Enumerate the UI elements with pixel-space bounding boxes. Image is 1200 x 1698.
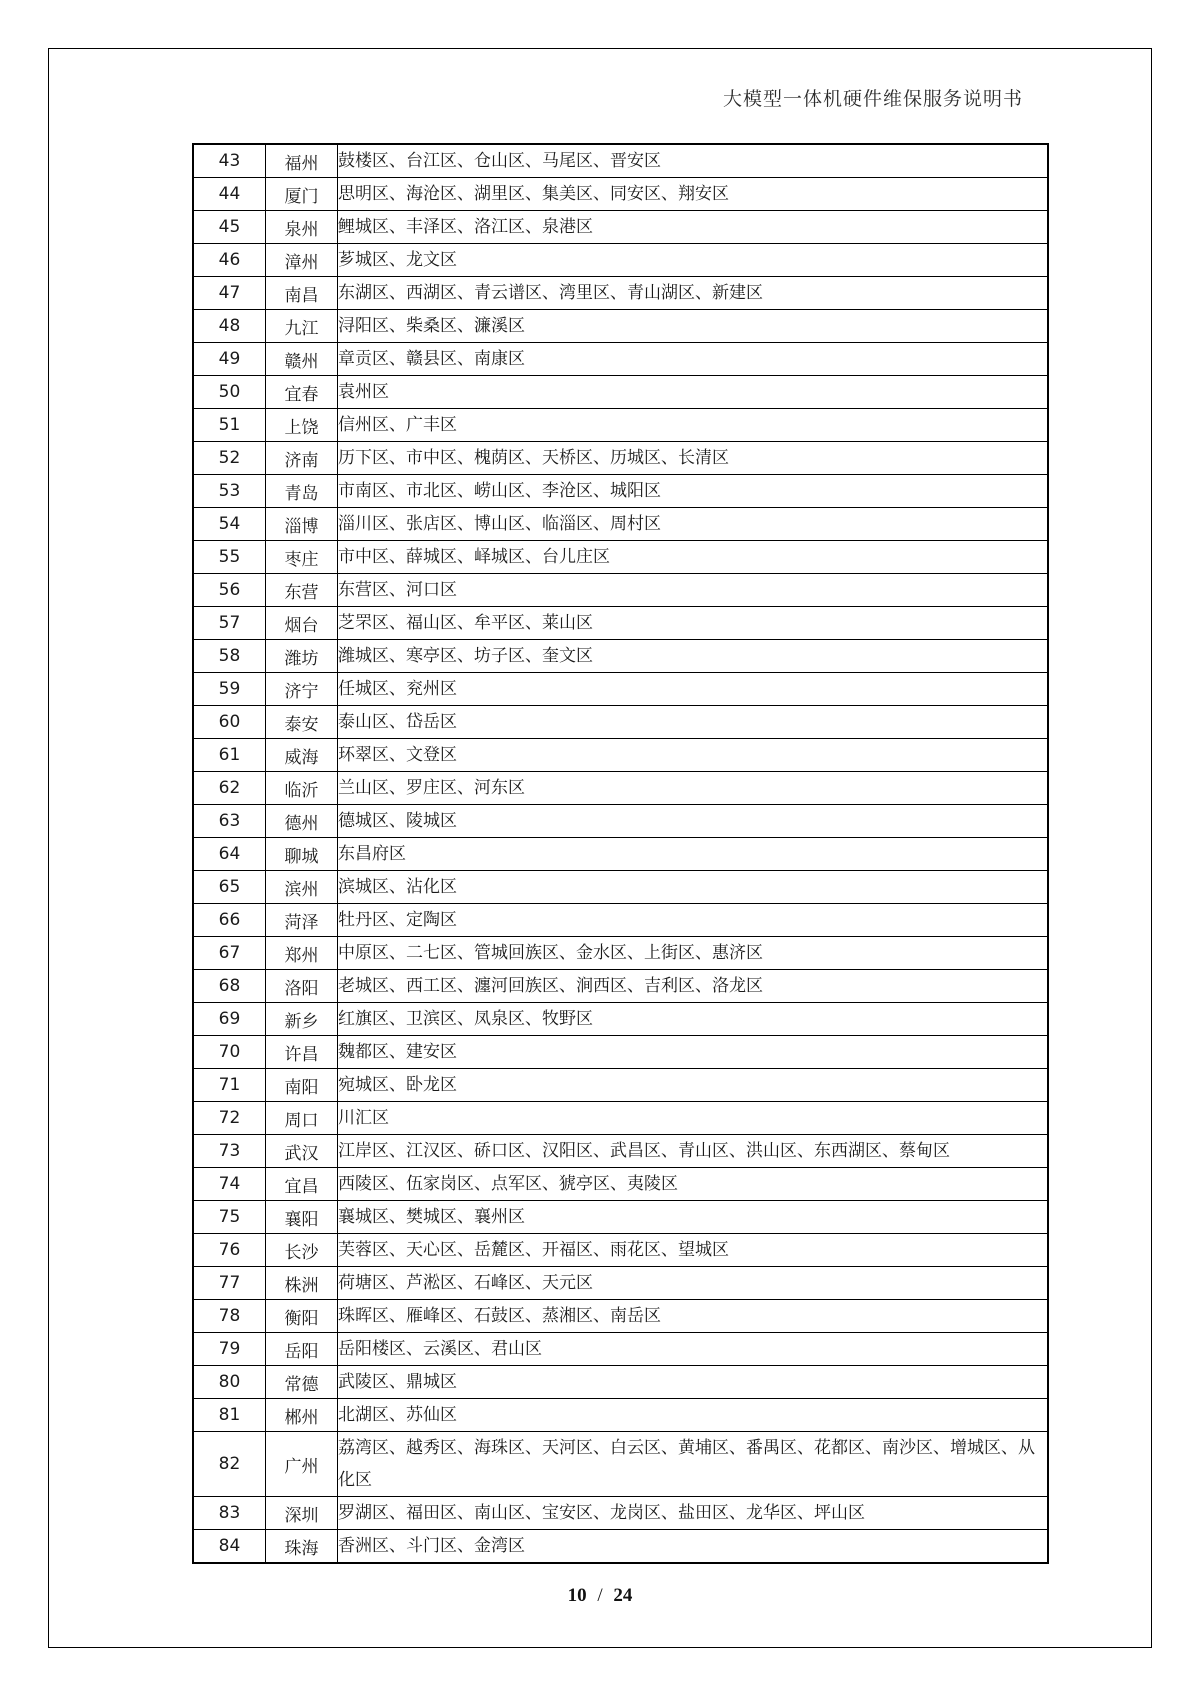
row-number-cell: 58: [193, 640, 266, 673]
row-number-cell: 79: [193, 1333, 266, 1366]
row-number-cell: 81: [193, 1399, 266, 1432]
districts-cell: 珠晖区、雁峰区、石鼓区、蒸湘区、南岳区: [338, 1300, 1049, 1333]
districts-cell: 任城区、兖州区: [338, 673, 1049, 706]
districts-cell: 潍城区、寒亭区、坊子区、奎文区: [338, 640, 1049, 673]
row-number-cell: 78: [193, 1300, 266, 1333]
city-cell: 武汉: [266, 1135, 338, 1168]
city-cell: 洛阳: [266, 970, 338, 1003]
table-row: [193, 310, 1048, 343]
city-cell: 济南: [266, 442, 338, 475]
districts-cell: 环翠区、文登区: [338, 739, 1049, 772]
row-number-cell: 57: [193, 607, 266, 640]
districts-cell: 香洲区、斗门区、金湾区: [338, 1530, 1049, 1564]
city-cell: 南昌: [266, 277, 338, 310]
city-cell: 厦门: [266, 178, 338, 211]
table-row: [193, 409, 1048, 442]
page-number-separator: /: [597, 1585, 603, 1606]
city-cell: 临沂: [266, 772, 338, 805]
districts-cell: 芙蓉区、天心区、岳麓区、开福区、雨花区、望城区: [338, 1234, 1049, 1267]
city-cell: 岳阳: [266, 1333, 338, 1366]
city-cell: 泉州: [266, 211, 338, 244]
city-cell: 长沙: [266, 1234, 338, 1267]
city-cell: 赣州: [266, 343, 338, 376]
table-row: [193, 343, 1048, 376]
row-number-cell: 73: [193, 1135, 266, 1168]
city-cell: 宜昌: [266, 1168, 338, 1201]
table-row: [193, 640, 1048, 673]
table-row: [193, 1300, 1048, 1333]
city-cell: 上饶: [266, 409, 338, 442]
table-row: [193, 541, 1048, 574]
row-number-cell: 49: [193, 343, 266, 376]
table-row: [193, 1036, 1048, 1069]
row-number-cell: 55: [193, 541, 266, 574]
districts-cell: 芗城区、龙文区: [338, 244, 1049, 277]
districts-cell: 岳阳楼区、云溪区、君山区: [338, 1333, 1049, 1366]
table-row: [193, 442, 1048, 475]
districts-cell: 袁州区: [338, 376, 1049, 409]
row-number-cell: 52: [193, 442, 266, 475]
city-cell: 德州: [266, 805, 338, 838]
districts-cell: 北湖区、苏仙区: [338, 1399, 1049, 1432]
table-row: [193, 1530, 1048, 1564]
districts-cell: 魏都区、建安区: [338, 1036, 1049, 1069]
table-row: [193, 673, 1048, 706]
table-row: [193, 508, 1048, 541]
row-number-cell: 64: [193, 838, 266, 871]
districts-cell: 芝罘区、福山区、牟平区、莱山区: [338, 607, 1049, 640]
city-cell: 聊城: [266, 838, 338, 871]
row-number-cell: 45: [193, 211, 266, 244]
districts-cell: 兰山区、罗庄区、河东区: [338, 772, 1049, 805]
row-number-cell: 43: [193, 144, 266, 178]
city-cell: 漳州: [266, 244, 338, 277]
city-cell: 枣庄: [266, 541, 338, 574]
city-cell: 广州: [266, 1432, 338, 1497]
districts-cell: 西陵区、伍家岗区、点军区、猇亭区、夷陵区: [338, 1168, 1049, 1201]
row-number-cell: 63: [193, 805, 266, 838]
table-row: [193, 904, 1048, 937]
city-cell: 周口: [266, 1102, 338, 1135]
table-row: [193, 1003, 1048, 1036]
table-row: [193, 607, 1048, 640]
row-number-cell: 48: [193, 310, 266, 343]
row-number-cell: 50: [193, 376, 266, 409]
city-cell: 东营: [266, 574, 338, 607]
districts-cell: 德城区、陵城区: [338, 805, 1049, 838]
districts-cell: 宛城区、卧龙区: [338, 1069, 1049, 1102]
districts-cell: 市南区、市北区、崂山区、李沧区、城阳区: [338, 475, 1049, 508]
row-number-cell: 76: [193, 1234, 266, 1267]
districts-cell: 鲤城区、丰泽区、洛江区、泉港区: [338, 211, 1049, 244]
districts-cell: 牡丹区、定陶区: [338, 904, 1049, 937]
city-cell: 济宁: [266, 673, 338, 706]
row-number-cell: 47: [193, 277, 266, 310]
city-district-table: [192, 143, 1049, 1564]
table-row: [193, 1201, 1048, 1234]
districts-cell: 襄城区、樊城区、襄州区: [338, 1201, 1049, 1234]
city-cell: 九江: [266, 310, 338, 343]
districts-cell: 滨城区、沾化区: [338, 871, 1049, 904]
row-number-cell: 44: [193, 178, 266, 211]
table-row: [193, 475, 1048, 508]
total-page-count: 24: [613, 1585, 633, 1606]
city-cell: 青岛: [266, 475, 338, 508]
city-cell: 泰安: [266, 706, 338, 739]
districts-cell: 东湖区、西湖区、青云谱区、湾里区、青山湖区、新建区: [338, 277, 1049, 310]
city-cell: 福州: [266, 144, 338, 178]
districts-cell: 思明区、海沧区、湖里区、集美区、同安区、翔安区: [338, 178, 1049, 211]
row-number-cell: 66: [193, 904, 266, 937]
table-row: [193, 706, 1048, 739]
city-cell: 株洲: [266, 1267, 338, 1300]
districts-cell: 浔阳区、柴桑区、濂溪区: [338, 310, 1049, 343]
districts-cell: 中原区、二七区、管城回族区、金水区、上街区、惠济区: [338, 937, 1049, 970]
table-row: [193, 937, 1048, 970]
table-row: [193, 739, 1048, 772]
page-footer: [0, 1585, 1200, 1607]
row-number-cell: 74: [193, 1168, 266, 1201]
districts-cell: 红旗区、卫滨区、凤泉区、牧野区: [338, 1003, 1049, 1036]
table-row: [193, 1102, 1048, 1135]
table-row: [193, 1399, 1048, 1432]
row-number-cell: 82: [193, 1432, 266, 1497]
row-number-cell: 60: [193, 706, 266, 739]
districts-cell: 川汇区: [338, 1102, 1049, 1135]
table-row: [193, 1234, 1048, 1267]
city-cell: 潍坊: [266, 640, 338, 673]
table-row: [193, 838, 1048, 871]
table-row: [193, 1333, 1048, 1366]
row-number-cell: 68: [193, 970, 266, 1003]
current-page-number: 10: [567, 1585, 587, 1606]
table-row: [193, 1135, 1048, 1168]
city-cell: 常德: [266, 1366, 338, 1399]
city-cell: 许昌: [266, 1036, 338, 1069]
city-cell: 郑州: [266, 937, 338, 970]
row-number-cell: 56: [193, 574, 266, 607]
city-cell: 烟台: [266, 607, 338, 640]
row-number-cell: 72: [193, 1102, 266, 1135]
districts-cell: 东营区、河口区: [338, 574, 1049, 607]
row-number-cell: 46: [193, 244, 266, 277]
table-row: [193, 772, 1048, 805]
table-row: [193, 871, 1048, 904]
document-header-title: 大模型一体机硬件维保服务说明书: [722, 89, 1023, 110]
table-row: [193, 244, 1048, 277]
table-row: [193, 1432, 1048, 1497]
city-cell: 珠海: [266, 1530, 338, 1564]
districts-cell: 历下区、市中区、槐荫区、天桥区、历城区、长清区: [338, 442, 1049, 475]
table-row: [193, 805, 1048, 838]
city-cell: 菏泽: [266, 904, 338, 937]
row-number-cell: 83: [193, 1497, 266, 1530]
row-number-cell: 62: [193, 772, 266, 805]
row-number-cell: 67: [193, 937, 266, 970]
table-row: [193, 144, 1048, 178]
city-cell: 淄博: [266, 508, 338, 541]
districts-cell: 泰山区、岱岳区: [338, 706, 1049, 739]
city-cell: 南阳: [266, 1069, 338, 1102]
row-number-cell: 51: [193, 409, 266, 442]
row-number-cell: 84: [193, 1530, 266, 1564]
row-number-cell: 71: [193, 1069, 266, 1102]
table-row: [193, 970, 1048, 1003]
row-number-cell: 75: [193, 1201, 266, 1234]
districts-cell: 东昌府区: [338, 838, 1049, 871]
row-number-cell: 61: [193, 739, 266, 772]
city-cell: 新乡: [266, 1003, 338, 1036]
row-number-cell: 70: [193, 1036, 266, 1069]
districts-cell: 市中区、薛城区、峄城区、台儿庄区: [338, 541, 1049, 574]
districts-cell: 信州区、广丰区: [338, 409, 1049, 442]
city-cell: 滨州: [266, 871, 338, 904]
districts-cell: 章贡区、赣县区、南康区: [338, 343, 1049, 376]
districts-cell: 荔湾区、越秀区、海珠区、天河区、白云区、黄埔区、番禺区、花都区、南沙区、增城区、从化区: [338, 1432, 1049, 1497]
table-row: [193, 1366, 1048, 1399]
districts-cell: 江岸区、江汉区、硚口区、汉阳区、武昌区、青山区、洪山区、东西湖区、蔡甸区: [338, 1135, 1049, 1168]
city-cell: 宜春: [266, 376, 338, 409]
row-number-cell: 54: [193, 508, 266, 541]
table-row: [193, 1267, 1048, 1300]
city-table-body: [193, 144, 1048, 1563]
row-number-cell: 65: [193, 871, 266, 904]
row-number-cell: 53: [193, 475, 266, 508]
city-cell: 威海: [266, 739, 338, 772]
districts-cell: 武陵区、鼎城区: [338, 1366, 1049, 1399]
row-number-cell: 80: [193, 1366, 266, 1399]
districts-cell: 罗湖区、福田区、南山区、宝安区、龙岗区、盐田区、龙华区、坪山区: [338, 1497, 1049, 1530]
table-row: [193, 1497, 1048, 1530]
row-number-cell: 59: [193, 673, 266, 706]
table-row: [193, 211, 1048, 244]
table-row: [193, 376, 1048, 409]
table-row: [193, 277, 1048, 310]
city-cell: 衡阳: [266, 1300, 338, 1333]
table-row: [193, 1168, 1048, 1201]
table-row: [193, 574, 1048, 607]
table-row: [193, 1069, 1048, 1102]
row-number-cell: 69: [193, 1003, 266, 1036]
districts-cell: 老城区、西工区、瀍河回族区、涧西区、吉利区、洛龙区: [338, 970, 1049, 1003]
districts-cell: 荷塘区、芦淞区、石峰区、天元区: [338, 1267, 1049, 1300]
districts-cell: 鼓楼区、台江区、仓山区、马尾区、晋安区: [338, 144, 1049, 178]
city-cell: 深圳: [266, 1497, 338, 1530]
city-cell: 襄阳: [266, 1201, 338, 1234]
table-row: [193, 178, 1048, 211]
districts-cell: 淄川区、张店区、博山区、临淄区、周村区: [338, 508, 1049, 541]
row-number-cell: 77: [193, 1267, 266, 1300]
city-cell: 郴州: [266, 1399, 338, 1432]
